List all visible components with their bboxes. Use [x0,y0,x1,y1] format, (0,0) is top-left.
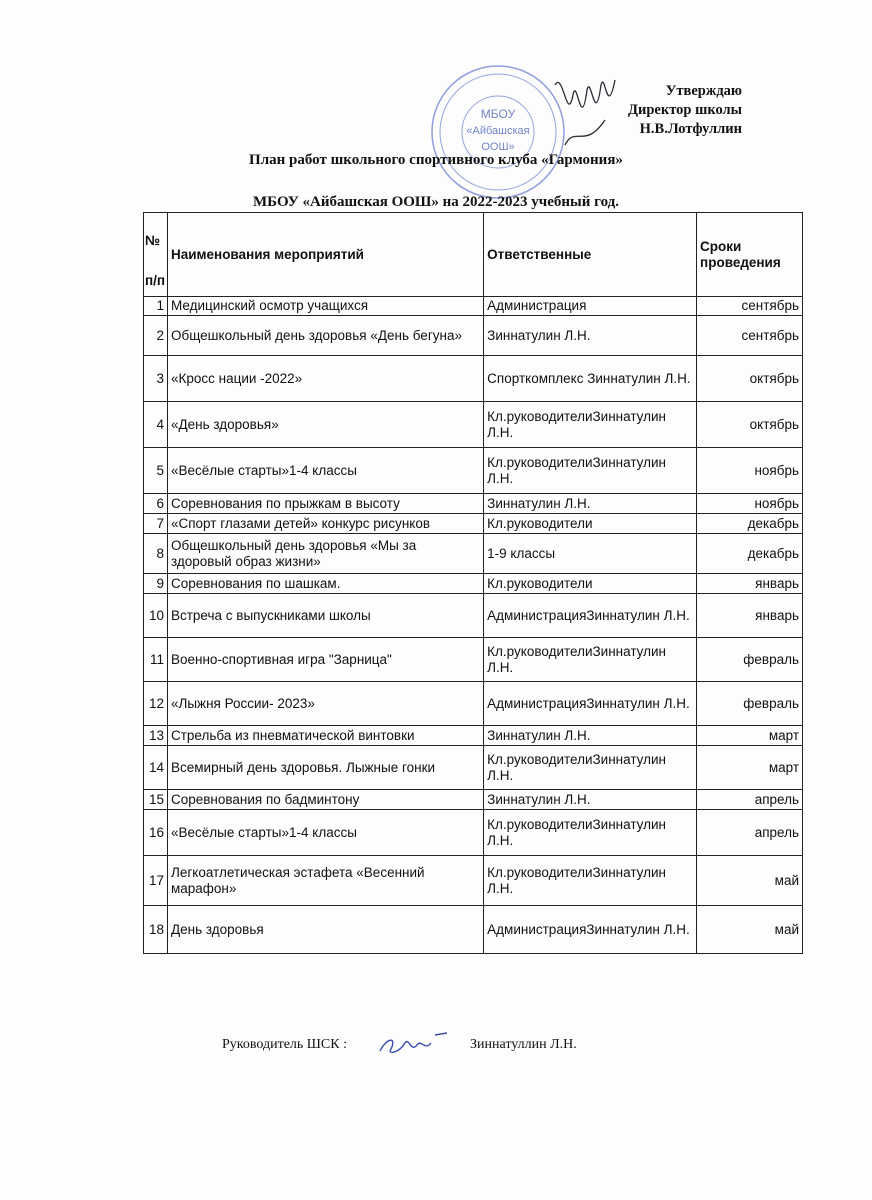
row-number: 17 [144,856,168,906]
row-number: 2 [144,316,168,356]
table-header-row [144,213,803,297]
row-number: 1 [144,297,168,316]
header-number [144,213,168,297]
table-row [144,726,803,746]
row-term: декабрь [697,514,803,534]
table-row [144,746,803,790]
row-responsible: Кл.руководители [484,514,697,534]
row-responsible: Кл.руководителиЗиннатулин Л.Н. [484,746,697,790]
row-term: январь [697,594,803,638]
row-number: 3 [144,356,168,402]
row-event-name: «Лыжня России- 2023» [167,682,483,726]
row-event-name: День здоровья [167,906,483,954]
plan-subtitle: МБОУ «Айбашская ООШ» на 2022-2023 учебный год. [252,194,620,210]
table-row [144,906,803,954]
director-signature [545,65,625,155]
row-event-name: Военно-спортивная игра "Зарница" [167,638,483,682]
row-event-name: Соревнования по шашкам. [167,574,483,594]
row-event-name: Всемирный день здоровья. Лыжные гонки [167,746,483,790]
row-event-name: Медицинский осмотр учащихся [167,297,483,316]
row-term: май [697,906,803,954]
row-responsible: АдминистрацияЗиннатулин Л.Н. [484,682,697,726]
table-row [144,810,803,856]
row-responsible: Кл.руководителиЗиннатулин Л.Н. [484,856,697,906]
approval-line-3: Н.В.Лотфуллин [639,121,742,137]
table-row [144,316,803,356]
row-term: сентябрь [697,297,803,316]
row-responsible: Кл.руководителиЗиннатулин Л.Н. [484,638,697,682]
table-row [144,356,803,402]
table-row [144,638,803,682]
row-number: 13 [144,726,168,746]
row-responsible: Зиннатулин Л.Н. [484,316,697,356]
row-responsible: 1-9 классы [484,534,697,574]
row-number: 5 [144,448,168,494]
row-event-name: Общешкольный день здоровья «Мы за здоровый образ жизни» [167,534,483,574]
row-responsible: Администрация [484,297,697,316]
row-number: 9 [144,574,168,594]
row-responsible: Зиннатулин Л.Н. [484,726,697,746]
row-number: 4 [144,402,168,448]
footer-label: Руководитель ШСК : [222,1037,347,1052]
row-number: 12 [144,682,168,726]
row-responsible: Кл.руководителиЗиннатулин Л.Н. [484,448,697,494]
approval-line-1: Утверждаю [665,83,742,99]
svg-text:ООШ»: ООШ» [481,141,515,153]
row-event-name: Легкоатлетическая эстафета «Весенний марафон» [167,856,483,906]
svg-text:«Айбашская: «Айбашская [466,125,530,137]
row-number: 10 [144,594,168,638]
row-term: май [697,856,803,906]
row-term: февраль [697,638,803,682]
row-event-name: «Весёлые старты»1-4 классы [167,810,483,856]
header-number-top: № [145,233,161,248]
table-row [144,594,803,638]
row-responsible: Кл.руководители [484,574,697,594]
header-terms: Сроки проведения [697,213,803,297]
row-event-name: «Кросс нации -2022» [167,356,483,402]
row-event-name: «Весёлые старты»1-4 классы [167,448,483,494]
row-event-name: Встреча с выпускниками школы [167,594,483,638]
table-row [144,574,803,594]
header-responsible: Ответственные [484,213,697,297]
table-row [144,856,803,906]
row-event-name: Соревнования по прыжкам в высоту [167,494,483,514]
row-event-name: «День здоровья» [167,402,483,448]
table-row [144,790,803,810]
row-responsible: Кл.руководителиЗиннатулин Л.Н. [484,810,697,856]
table-row [144,682,803,726]
row-term: март [697,726,803,746]
row-term: сентябрь [697,316,803,356]
row-number: 14 [144,746,168,790]
club-leader-signature [375,1023,455,1063]
header-event-name: Наименования мероприятий [167,213,483,297]
row-term: декабрь [697,534,803,574]
row-term: февраль [697,682,803,726]
row-term: октябрь [697,356,803,402]
events-table [143,212,803,954]
row-term: апрель [697,810,803,856]
row-responsible: АдминистрацияЗиннатулин Л.Н. [484,906,697,954]
row-responsible: Зиннатулин Л.Н. [484,790,697,810]
table-row [144,297,803,316]
row-number: 8 [144,534,168,574]
row-term: январь [697,574,803,594]
row-term: ноябрь [697,448,803,494]
row-number: 7 [144,514,168,534]
approval-line-2: Директор школы [628,102,742,118]
row-term: март [697,746,803,790]
row-term: ноябрь [697,494,803,514]
table-row [144,534,803,574]
row-responsible: АдминистрацияЗиннатулин Л.Н. [484,594,697,638]
row-event-name: «Спорт глазами детей» конкурс рисунков [167,514,483,534]
table-row [144,402,803,448]
row-number: 16 [144,810,168,856]
row-number: 6 [144,494,168,514]
table-row [144,494,803,514]
row-event-name: Общешкольный день здоровья «День бегуна» [167,316,483,356]
row-responsible: Спорткомплекс Зиннатулин Л.Н. [484,356,697,402]
row-number: 15 [144,790,168,810]
footer-name: Зиннатуллин Л.Н. [470,1037,577,1052]
row-number: 11 [144,638,168,682]
row-number: 18 [144,906,168,954]
plan-title: План работ школьного спортивного клуба «Гармония» [249,152,623,168]
row-event-name: Соревнования по бадминтону [167,790,483,810]
table-row [144,514,803,534]
row-responsible: Кл.руководителиЗиннатулин Л.Н. [484,402,697,448]
row-term: апрель [697,790,803,810]
row-responsible: Зиннатулин Л.Н. [484,494,697,514]
header-number-bottom: п/п [145,273,166,288]
svg-text:МБОУ: МБОУ [480,107,516,121]
table-row [144,448,803,494]
row-term: октябрь [697,402,803,448]
row-event-name: Стрельба из пневматической винтовки [167,726,483,746]
